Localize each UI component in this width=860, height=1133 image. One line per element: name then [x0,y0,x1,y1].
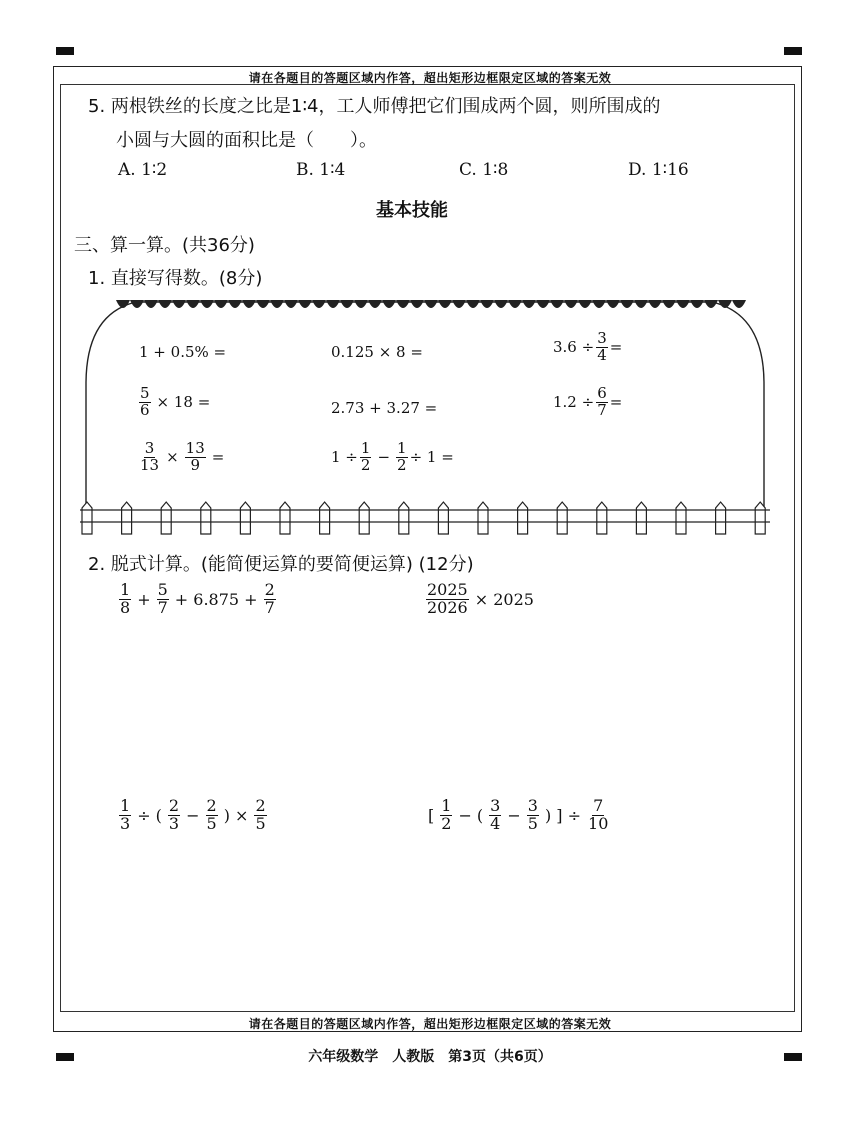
oral-expr-8-a: 1 ÷ [331,448,358,467]
q5-line2: 小圆与大圆的面积比是（ ）。 [116,130,377,151]
q1-title: 1. 直接写得数。(8分) [88,268,263,289]
scallop-decoration [508,300,522,308]
bottom-warning: 请在各题目的答题区域内作答，超出矩形边框限定区域的答案无效 [248,1017,612,1031]
oral-expr-3-b: = [609,338,623,357]
operator: × 2025 [474,589,534,609]
fraction [426,582,469,617]
fence-post-decoration [755,502,765,534]
numerator: 2 [264,580,275,599]
operator: − ( [458,805,484,825]
scallop-decoration [634,300,648,308]
numerator: 5 [140,384,150,402]
fence-post-decoration [478,502,488,534]
denominator: 5 [527,813,538,833]
fraction [596,331,608,364]
scallop-decoration [116,300,130,308]
denominator: 5 [206,813,217,833]
oral-expr-8-b: ÷ 1 = [409,448,454,467]
scallop-decoration [242,300,256,308]
scallop-decoration [270,300,284,308]
oral-expr-6 [553,386,622,419]
scallop-decoration [214,300,228,308]
fence-post-decoration [399,502,409,534]
calc-expr-1 [117,582,278,617]
fraction [206,798,218,833]
scallop-decoration [326,300,340,308]
scallop-decoration [662,300,676,308]
fence-post-decoration [280,502,290,534]
operator: − [186,805,200,825]
denominator: 6 [140,400,150,419]
denominator: 2 [360,455,371,474]
numerator: 1 [441,796,452,815]
section-title: 基本技能 [376,200,448,221]
oral-expr-4-b: × 18 = [156,393,211,412]
denominator: 3 [120,813,131,833]
scallop-decoration [200,300,214,308]
fraction [254,798,266,833]
scallop-decoration [620,300,634,308]
scallop-decoration [592,300,606,308]
scallop-decoration [186,300,200,308]
numerator: 13 [185,439,205,457]
fraction [440,798,452,833]
numerator: 2025 [427,580,468,599]
fence-post-decoration [557,502,567,534]
oral-expr-7-b: = [211,448,225,467]
operator: ÷ ( [137,805,162,825]
numerator: 2 [255,796,266,815]
fraction [596,386,608,419]
fence-post-decoration [676,502,686,534]
page-footer: 六年级数学 人教版 第3页（共6页） [308,1049,552,1065]
scallop-decoration [382,300,396,308]
q5-option-d[interactable]: D. 1∶16 [628,160,689,180]
operator: [ [428,805,435,825]
fence-post-decoration [716,502,726,534]
operator: ) × [223,805,249,825]
scallop-decoration [690,300,704,308]
fence-post-decoration [518,502,528,534]
scallop-decoration [410,300,424,308]
q5-option-a[interactable]: A. 1∶2 [118,160,168,180]
calc-expr-4 [424,798,611,833]
operator: − [377,448,391,467]
denominator: 4 [490,813,501,833]
fraction [119,582,131,617]
oral-expr-6-a: 1.2 ÷ [553,393,595,412]
scallop-decoration [732,300,746,308]
denominator: 5 [255,813,266,833]
denominator: 7 [264,597,275,617]
registration-mark-top-right [784,47,802,55]
numerator: 6 [597,384,607,402]
scallop-decoration [550,300,564,308]
top-warning: 请在各题目的答题区域内作答，超出矩形边框限定区域的答案无效 [248,71,612,85]
scallop-decoration [536,300,550,308]
denominator: 13 [140,455,160,474]
scallop-decoration [144,300,158,308]
scallop-decoration [312,300,326,308]
numerator: 1 [120,796,131,815]
scallop-decoration [438,300,452,308]
fraction [264,582,276,617]
fence-post-decoration [240,502,250,534]
numerator: 1 [120,580,131,599]
calc-expr-2 [424,582,538,617]
fence-post-decoration [201,502,211,534]
oral-expr-7 [137,441,228,474]
scallop-decoration [494,300,508,308]
denominator: 2 [397,455,407,474]
fraction [168,798,180,833]
numerator: 3 [527,796,538,815]
scallop-decoration [718,300,732,308]
denominator: 10 [588,813,609,833]
denominator: 2 [441,813,452,833]
fence-post-decoration [122,502,132,534]
fraction [396,441,408,474]
operator: + [137,589,151,609]
numerator: 3 [597,329,607,347]
oral-expr-5 [331,399,437,417]
numerator: 1 [360,439,371,457]
q5-option-c[interactable]: C. 1∶8 [459,160,509,180]
numerator: 5 [157,580,168,599]
numerator: 7 [593,796,604,815]
oral-expr-2 [331,343,423,361]
scallop-decoration [564,300,578,308]
scallop-decoration [368,300,382,308]
scallop-decoration [130,300,144,308]
scallop-decoration [480,300,494,308]
q5-option-b[interactable]: B. 1∶4 [296,160,346,180]
numerator: 3 [144,439,155,457]
fence-post-decoration [597,502,607,534]
fraction [139,441,160,474]
fence-post-decoration [438,502,448,534]
numerator: 3 [490,796,501,815]
oral-expr-8 [331,441,454,474]
operator: + 6.875 + [174,589,258,609]
scallop-decoration [158,300,172,308]
scallop-decoration [340,300,354,308]
scallop-decoration [298,300,312,308]
fraction [527,798,539,833]
operator: × [166,448,179,467]
fence-post-decoration [636,502,646,534]
oral-expr-3-a: 3.6 ÷ [553,338,595,357]
oral-expr-2-text: 0.125 × 8 = [331,343,423,361]
scallop-decoration [648,300,662,308]
scallop-decoration [578,300,592,308]
fence-post-decoration [82,502,92,534]
oral-expr-4 [137,386,214,419]
fraction [185,441,206,474]
scallop-decoration [606,300,620,308]
scallop-decoration [284,300,298,308]
numerator: 2 [206,796,217,815]
scallop-decoration [354,300,368,308]
oral-expr-6-b: = [609,393,623,412]
scallop-decoration [704,300,718,308]
fraction [157,582,169,617]
calc-expr-3 [117,798,269,833]
fraction [119,798,131,833]
scallop-decoration [256,300,270,308]
denominator: 7 [157,597,168,617]
numerator: 2 [168,796,180,815]
scallop-decoration [424,300,438,308]
fence-post-decoration [161,502,171,534]
fence-post-decoration [320,502,330,534]
fence-post-decoration [359,502,369,534]
operator: − [507,805,521,825]
denominator: 9 [190,455,200,474]
oral-expr-5-text: 2.73 + 3.27 = [331,399,438,417]
fraction [360,441,372,474]
fraction [489,798,501,833]
part3-title: 三、算一算。(共36分) [74,235,255,256]
watermark-logo [828,1117,856,1129]
fraction [139,386,151,419]
oral-expr-1 [139,343,226,361]
answer-area-inner-border [60,84,795,1012]
denominator: 8 [120,597,131,617]
registration-mark-top-left [56,47,74,55]
q2-title: 2. 脱式计算。(能简便运算的要简便运算) (12分) [88,554,474,575]
fraction [587,798,609,833]
numerator: 1 [397,439,407,457]
scallop-decoration [522,300,536,308]
scallop-decoration [676,300,690,308]
scallop-decoration [466,300,480,308]
scallop-decoration [452,300,466,308]
denominator: 3 [168,813,180,833]
oral-expr-3 [553,331,622,364]
scallop-decoration [228,300,242,308]
denominator: 7 [597,400,607,419]
q5-line1: 5. 两根铁丝的长度之比是1∶4，工人师傅把它们围成两个圆，则所围成的 [88,96,661,117]
scallop-decoration [172,300,186,308]
denominator: 4 [597,345,607,364]
denominator: 2026 [427,597,468,617]
operator: ) ] ÷ [544,805,582,825]
oral-expr-1-text: 1 + 0.5% = [139,343,227,361]
scallop-decoration [396,300,410,308]
